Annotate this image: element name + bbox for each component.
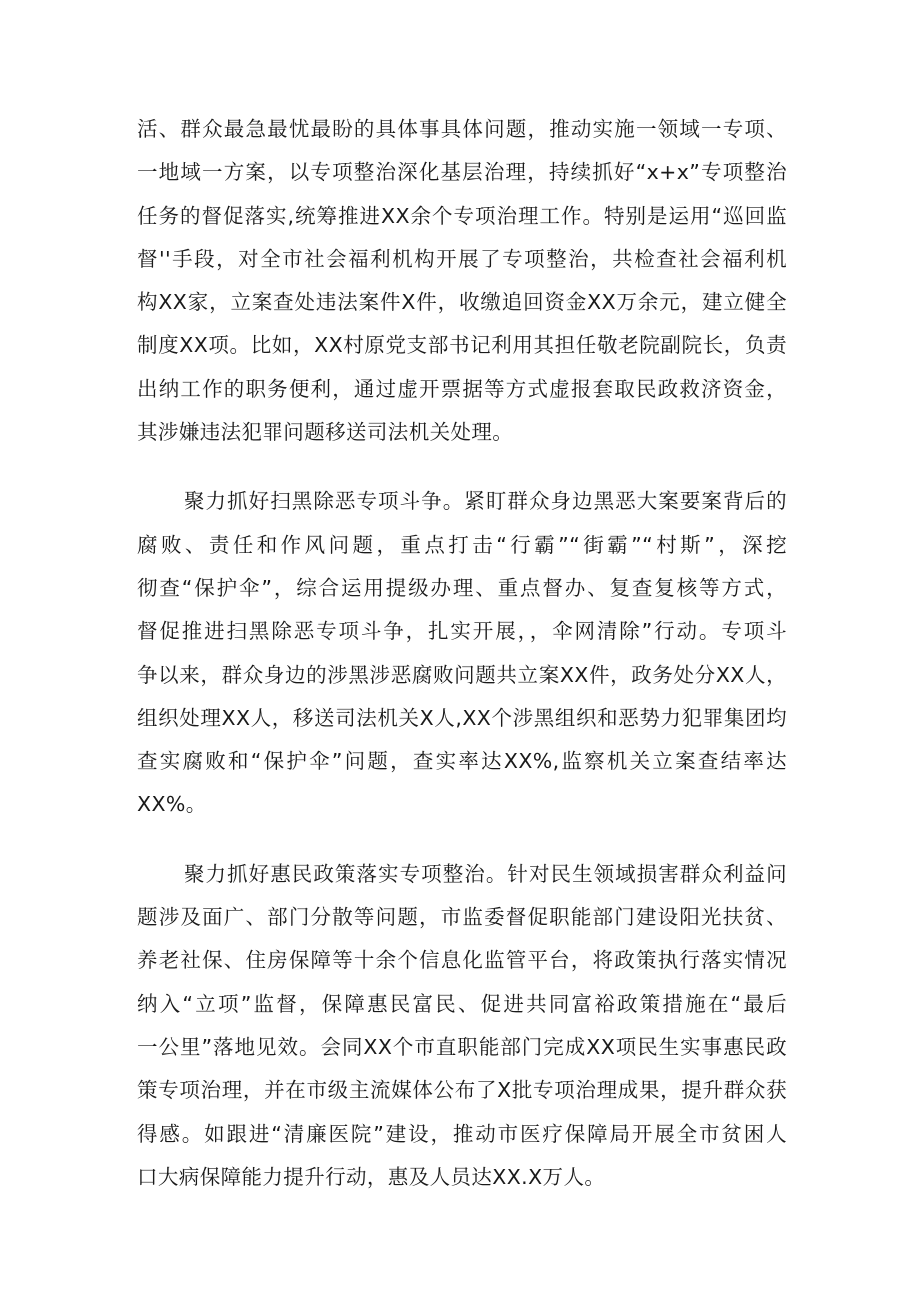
paragraph-welfare-supervision (137, 108, 787, 454)
text-line: 出纳工作的职务便利，通过虚开票据等方式虚报套取民政救济资金， (137, 376, 787, 401)
text-line: 督促推进扫黑除恶专项斗争，扎实开展，，伞网清除”行动。专项斗 (137, 619, 787, 644)
text-line: 制度XX项。比如，XX村原党支部书记利用其担任敬老院副院长，负责 (137, 333, 787, 358)
text-line: 一地域一方案，以专项整治深化基层治理，持续抓好“x+x”专项整治 (137, 160, 787, 185)
text-line: 任务的督促落实,统筹推进XX余个专项治理工作。特别是运用“巡回监 (137, 203, 787, 228)
text-line: 彻查“保护伞”，综合运用提级办理、重点督办、复查复核等方式， (137, 575, 787, 600)
text-line: 组织处理XX人，移送司法机关X人,XX个涉黑组织和恶势力犯罪集团均 (137, 705, 787, 730)
text-line: 题涉及面广、部门分散等问题，市监委督促职能部门建设阳光扶贫、 (137, 905, 787, 930)
text-line: 构XX家，立案查处违法案件X件，收缴追回资金XX万余元，建立健全 (137, 290, 787, 315)
text-line: 一公里”落地见效。会同XX个市直职能部门完成XX项民生实事惠民政 (137, 1034, 787, 1059)
text-line: 口大病保障能力提升行动，惠及人员达XX.X万人。 (137, 1164, 606, 1189)
text-line: 腐败、责任和作风问题，重点打击“行霸”“街霸”“村斯”，深挖 (137, 532, 787, 557)
text-line: 争以来，群众身边的涉黑涉恶腐败问题共立案XX件，政务处分XX人， (137, 662, 787, 687)
text-line: 聚力抓好惠民政策落实专项整治。针对民生领域损害群众利益问 (184, 861, 787, 886)
text-line: 纳入“立项”监督，保障惠民富民、促进共同富裕政策措施在“最后 (137, 991, 787, 1016)
text-line: 活、群众最急最忧最盼的具体事具体问题，推动实施一领域一专项、 (137, 117, 787, 141)
text-line: 督''手段，对全市社会福利机构开展了专项整治，共检查社会福利机 (137, 246, 787, 271)
text-line: 查实腐败和“保护伞”问题，查实率达XX%,监察机关立案查结率达 (137, 749, 787, 774)
paragraph-benefit-policy (137, 853, 787, 1199)
text-line: 得感。如跟进“清廉医院”建设，推动市医疗保障局开展全市贫困人 (137, 1121, 787, 1146)
document-body (137, 108, 787, 1199)
text-line: 其涉嫌违法犯罪问题移送司法机关处理。 (137, 420, 514, 445)
text-line: XX%。 (137, 792, 207, 817)
text-line: 策专项治理，并在市级主流媒体公布了X批专项治理成果，提升群众获 (137, 1078, 787, 1103)
paragraph-anti-gang-campaign (137, 480, 787, 826)
text-line: 养老社保、住房保障等十余个信息化监管平台，将政策执行落实情况 (137, 948, 787, 973)
text-line: 聚力抓好扫黑除恶专项斗争。紧盯群众身边黑恶大案要案背后的 (184, 489, 787, 514)
